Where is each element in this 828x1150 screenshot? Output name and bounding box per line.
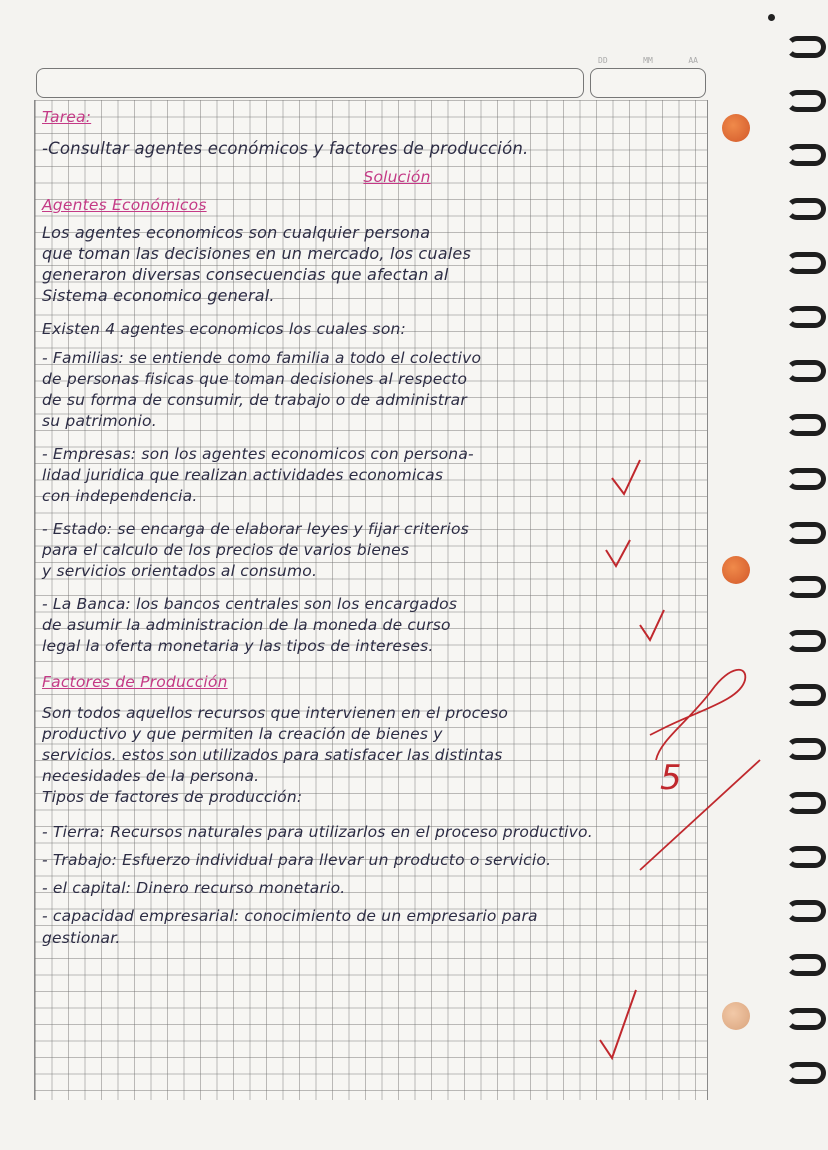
grade-mark: 5	[660, 758, 682, 798]
paragraph-line: su patrimonio.	[42, 412, 157, 430]
check-mark-5	[600, 990, 636, 1058]
paragraph-line: generaron diversas consecuencias que afectan al	[42, 265, 449, 284]
paragraph-line: Sistema economico general.	[42, 286, 275, 305]
paragraph-line: de su forma de consumir, de trabajo o de administrar	[42, 391, 467, 409]
paragraph-line: de personas fisicas que toman decisiones al respecto	[42, 370, 468, 388]
check-mark-4	[650, 670, 745, 760]
paragraph-line: legal la oferta monetaria y las tipos de intereses.	[42, 637, 434, 655]
factor-item: - el capital: Dinero recurso monetario.	[42, 879, 346, 897]
paragraph-line: Son todos aquellos recursos que intervienen en el proceso	[42, 704, 509, 722]
title: Tarea:	[42, 108, 92, 126]
paragraph-line: productivo y que permiten la creación de bienes y	[42, 725, 443, 743]
date-label-day: DD	[598, 56, 608, 65]
paragraph-line: - Familias: se entiende como familia a todo el colectivo	[42, 349, 482, 367]
existen-line: Existen 4 agentes economicos los cuales son:	[42, 320, 406, 338]
paragraph-line: que toman las decisiones en un mercado, los cuales	[42, 244, 471, 263]
paragraph-line: de asumir la administracion de la moneda de curso	[42, 616, 451, 634]
paragraph-line: lidad juridica que realizan actividades economicas	[42, 466, 444, 484]
paragraph-line: para el calculo de los precios de varios bienes	[42, 541, 410, 559]
paragraph-line: necesidades de la persona.	[42, 767, 260, 785]
paragraph-line: con independencia.	[42, 487, 198, 505]
paragraph-line: servicios. estos son utilizados para satisfacer las distintas	[42, 746, 503, 764]
check-mark-3	[640, 610, 664, 640]
factor-item: - capacidad empresarial: conocimiento de un empresario para	[42, 907, 538, 925]
paragraph-line: - La Banca: los bancos centrales son los encargados	[42, 595, 458, 613]
paragraph-line: - Estado: se encarga de elaborar leyes y fijar criterios	[42, 520, 469, 538]
date-label-month: MM	[643, 56, 653, 65]
task-line: -Consultar agentes económicos y factores de producción.	[42, 139, 529, 158]
section-heading-agentes: Agentes Económicos	[42, 196, 207, 214]
grade-slash	[640, 760, 760, 870]
check-mark-1	[612, 460, 640, 494]
paragraph-line: Los agentes economicos son cualquier persona	[42, 223, 431, 242]
section-heading-factores: Factores de Producción	[42, 673, 228, 691]
date-label-year: AA	[688, 56, 698, 65]
paragraph-line: - Empresas: son los agentes economicos con persona-	[42, 445, 474, 463]
paragraph-line: Tipos de factores de producción:	[42, 788, 303, 806]
factor-item: - Tierra: Recursos naturales para utilizarlos en el proceso productivo.	[42, 823, 593, 841]
factor-item: - Trabajo: Esfuerzo individual para llevar un producto o servicio.	[42, 851, 552, 869]
paragraph-line: y servicios orientados al consumo.	[42, 562, 318, 580]
factor-item: gestionar.	[42, 929, 121, 947]
solution-heading: Solución	[363, 168, 431, 186]
check-mark-2	[606, 540, 630, 566]
